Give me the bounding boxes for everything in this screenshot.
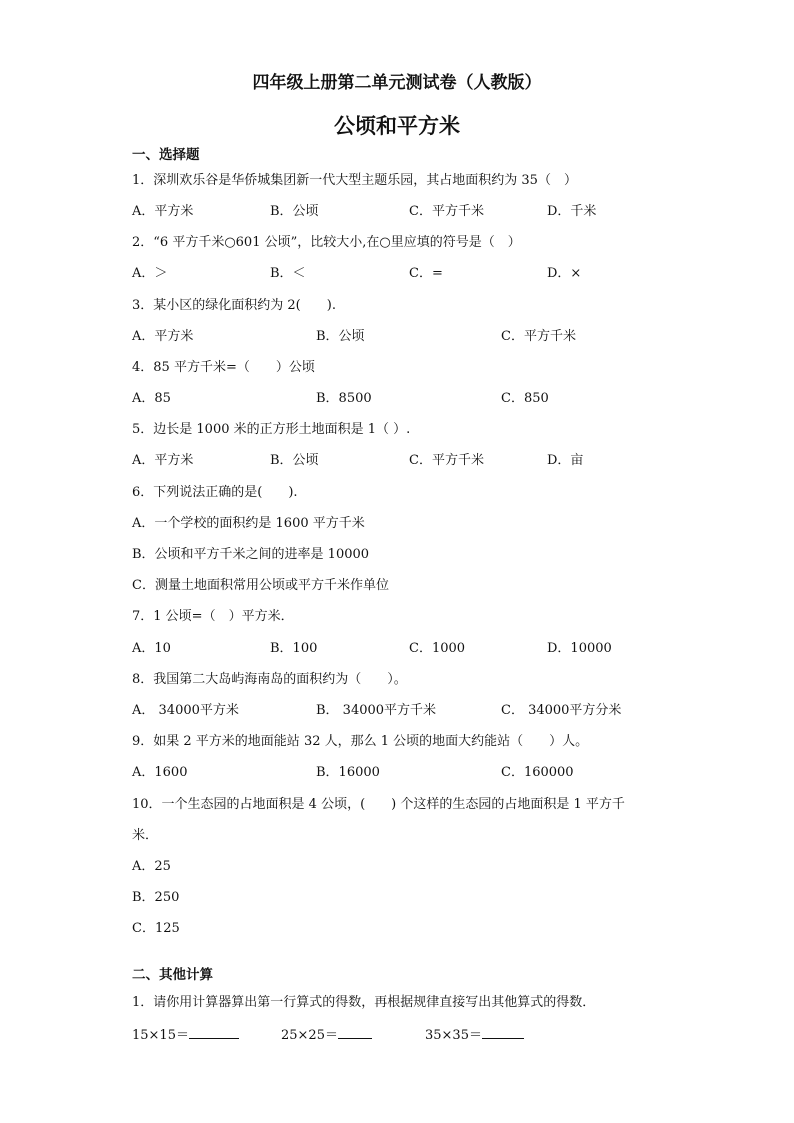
question-stem: 1．请你用计算器算出第一行算式的得数，再根据规律直接写出其他算式的得数．: [132, 995, 596, 1010]
option: A．85: [132, 391, 171, 406]
option: A．一个学校的面积约是 1600 平方千米: [132, 516, 365, 531]
option: B．公顷: [316, 329, 365, 344]
option: B．8500: [316, 391, 372, 406]
calc-expression-text: 15×15＝: [132, 1028, 189, 1043]
question-stem: 7．1 公顷=（ ）平方米．: [132, 609, 294, 624]
question-stem: 3．某小区的绿化面积约为 2( ).: [132, 298, 336, 313]
question-stem: 10．一个生态园的占地面积是 4 公顷，( ) 个这样的生态园的占地面积是 1 平方千: [132, 797, 625, 812]
exam-title: 四年级上册第二单元测试卷（人教版）: [252, 73, 542, 93]
question-stem: 9．如果 2 平方米的地面能站 32 人，那么 1 公顷的地面大约能站（ ）人。: [132, 734, 589, 749]
calc-expression: [281, 1025, 372, 1045]
option: C． 34000平方分米: [501, 703, 622, 718]
option: B．100: [270, 641, 318, 656]
question-stem: 2．“6 平方千米○601 公顷”，比较大小,在○里应填的符号是（ ）: [132, 235, 521, 250]
question-stem: 6．下列说法正确的是( ).: [132, 485, 298, 500]
option: B．公顷和平方千米之间的进率是 10000: [132, 547, 370, 562]
option: C．平方千米: [501, 329, 576, 344]
option: B．＜: [270, 266, 306, 281]
option: D．亩: [547, 453, 584, 468]
option: C．=: [409, 266, 443, 281]
option: C．160000: [501, 765, 574, 780]
answer-blank[interactable]: [482, 1025, 524, 1039]
option: A．平方米: [132, 204, 194, 219]
question-stem: 1．深圳欢乐谷是华侨城集团新一代大型主题乐园，其占地面积约为 35（ ）: [132, 173, 577, 188]
question-stem: 8．我国第二大岛屿海南岛的面积约为（ ）。: [132, 672, 407, 687]
option: A．＞: [132, 266, 168, 281]
option: B．公顷: [270, 204, 319, 219]
option: A．平方米: [132, 453, 194, 468]
option: B． 34000平方千米: [316, 703, 437, 718]
option: D．千米: [547, 204, 597, 219]
option: C．125: [132, 921, 180, 936]
question-stem-continued: 米．: [132, 828, 159, 843]
option: A．25: [132, 859, 171, 874]
option: C．平方千米: [409, 204, 484, 219]
calc-expression: [132, 1025, 239, 1045]
answer-blank[interactable]: [189, 1025, 239, 1039]
option: B．公顷: [270, 453, 319, 468]
option: C．平方千米: [409, 453, 484, 468]
option: B．16000: [316, 765, 380, 780]
option: A． 34000平方米: [132, 703, 239, 718]
question-stem: 5．边长是 1000 米的正方形土地面积是 1（ ）.: [132, 422, 411, 437]
option: D．10000: [547, 641, 612, 656]
question-stem: 4．85 平方千米=（ ）公顷: [132, 360, 315, 375]
calc-expression-text: 35×35＝: [425, 1028, 482, 1043]
calc-expression: [425, 1025, 524, 1045]
option: A．10: [132, 641, 171, 656]
section-heading: 一、选择题: [132, 147, 200, 163]
option: D．×: [547, 266, 582, 281]
option: C．测量土地面积常用公顷或平方千米作单位: [132, 578, 389, 593]
option: A．1600: [132, 765, 188, 780]
option: C．1000: [409, 641, 466, 656]
calc-expression-text: 25×25＝: [281, 1028, 338, 1043]
answer-blank[interactable]: [338, 1025, 372, 1039]
option: A．平方米: [132, 329, 194, 344]
exam-subtitle: 公顷和平方米: [334, 113, 460, 138]
option: C．850: [501, 391, 549, 406]
option: B．250: [132, 890, 180, 905]
section-heading: 二、其他计算: [132, 967, 213, 983]
